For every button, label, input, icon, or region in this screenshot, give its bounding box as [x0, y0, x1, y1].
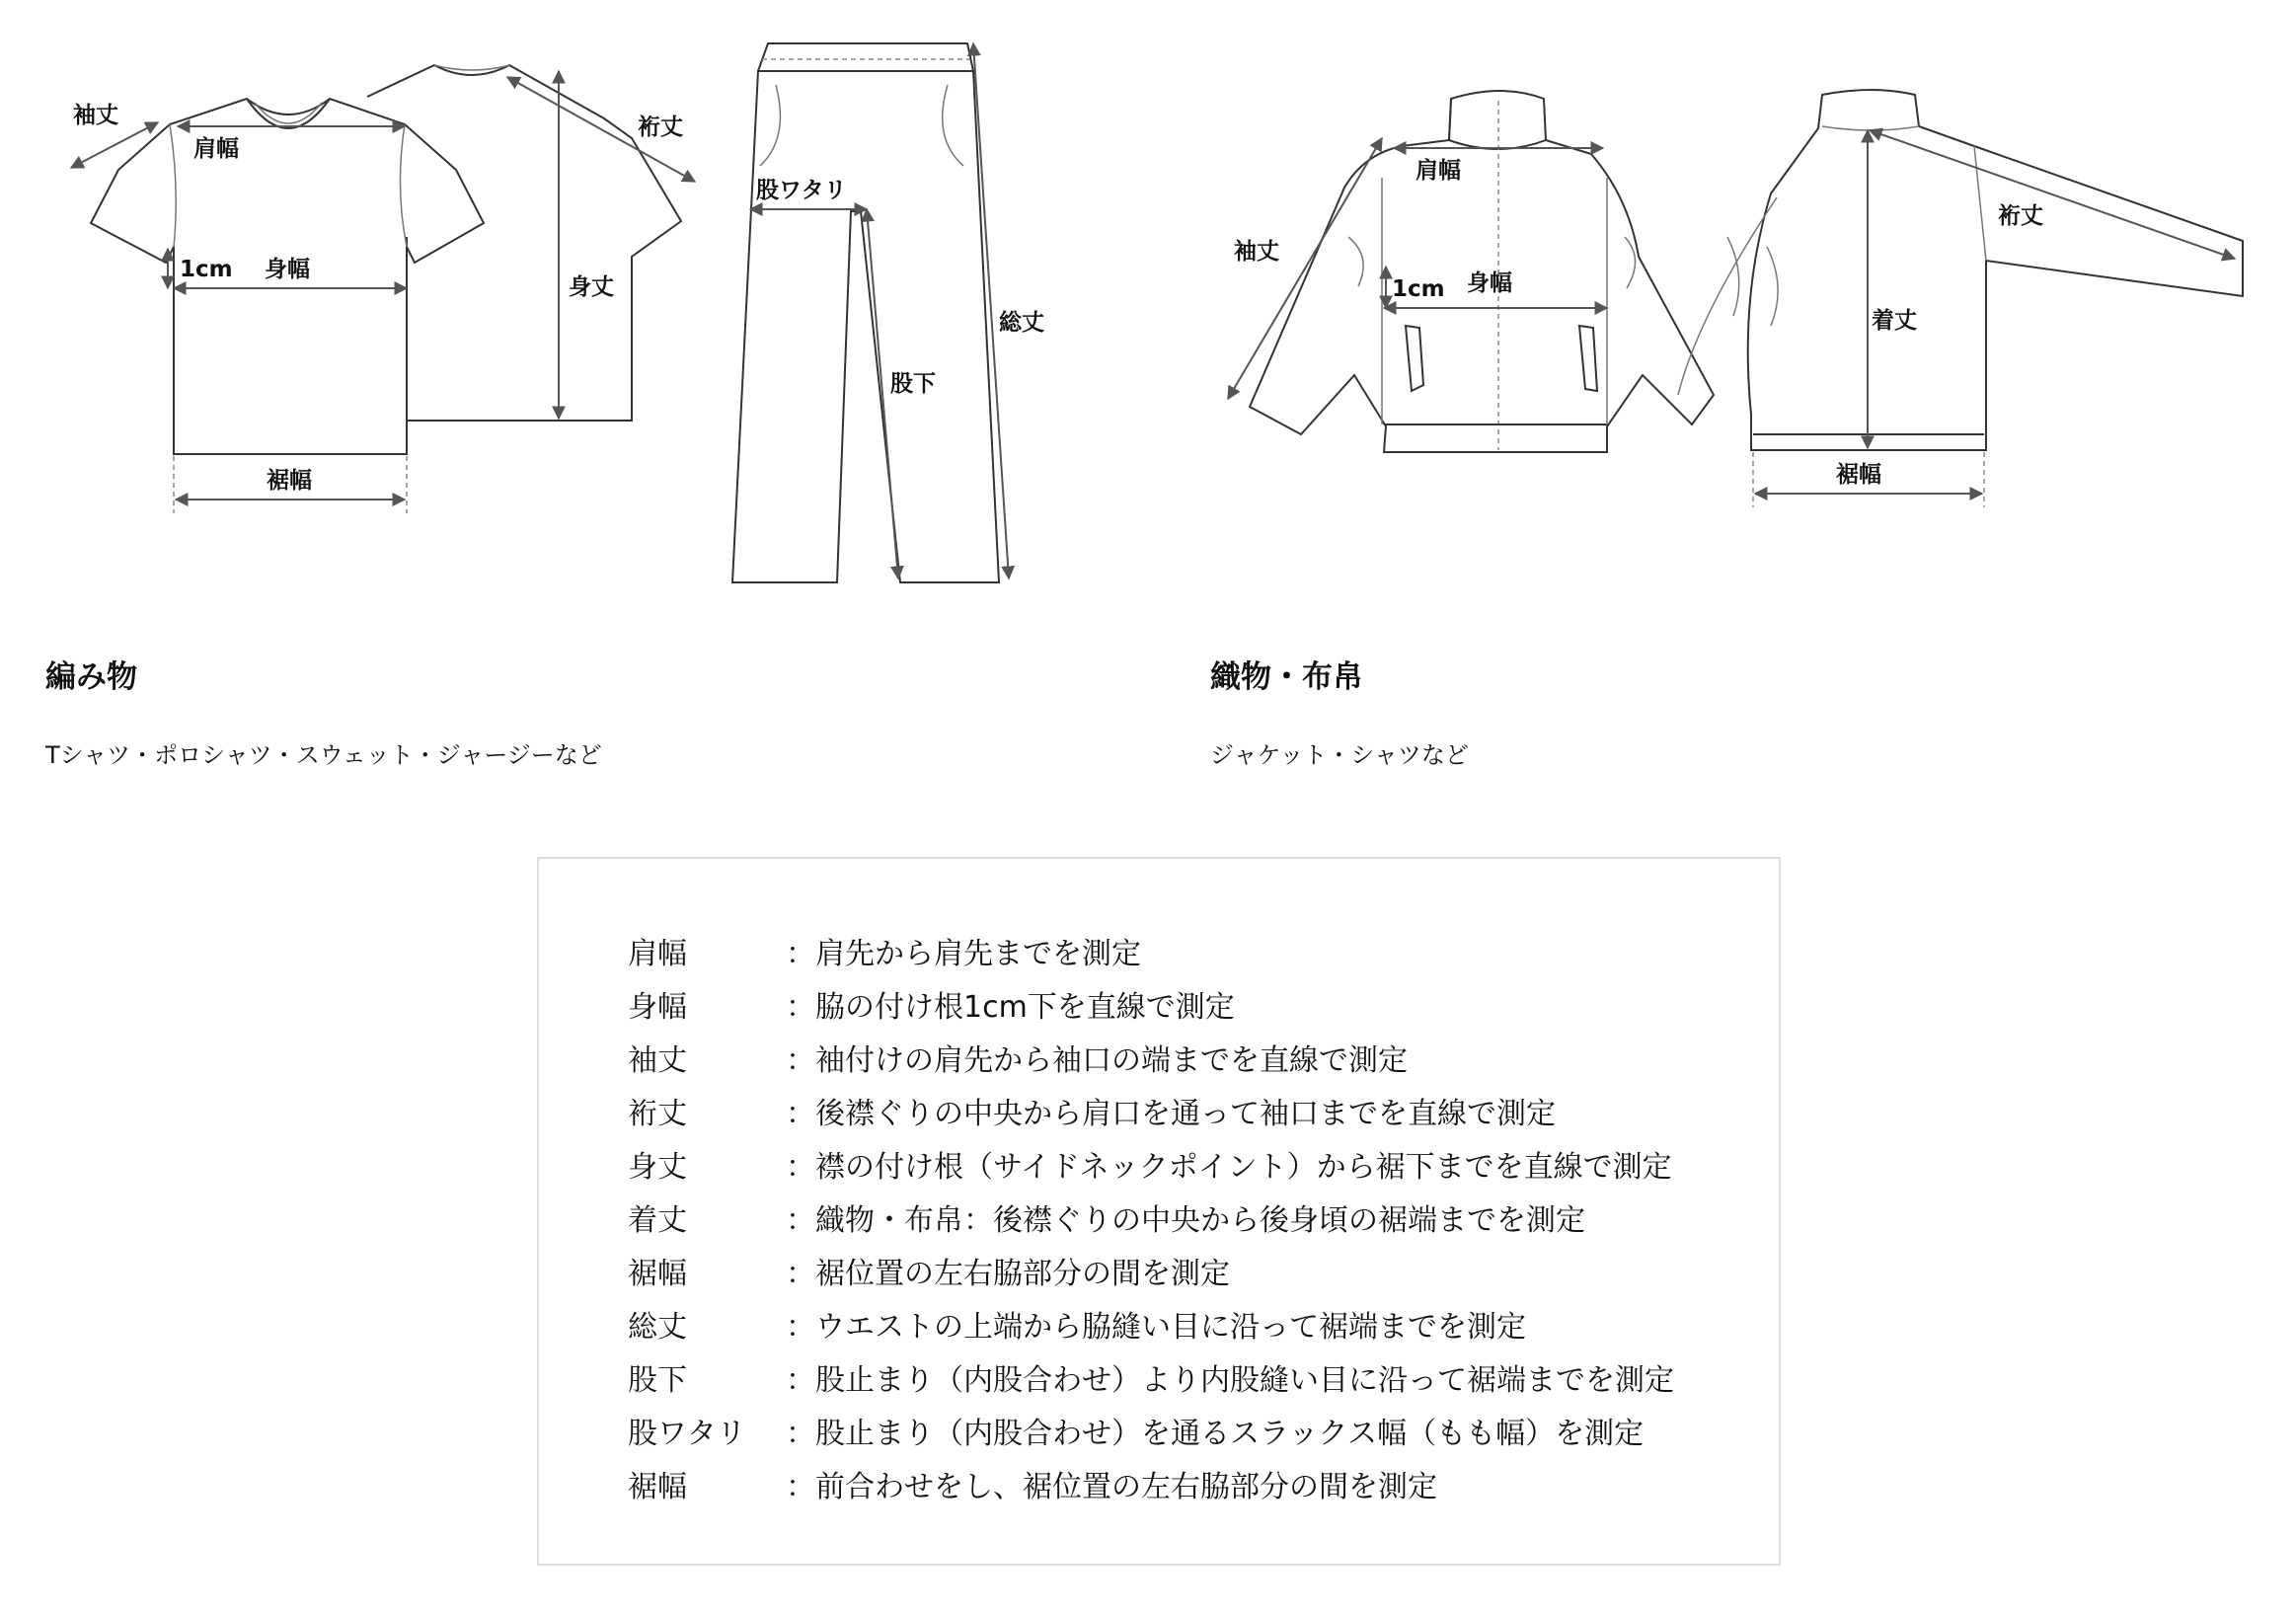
label-total-length: 総丈 — [999, 310, 1044, 336]
definition-term: 身丈 — [628, 1150, 687, 1185]
definition-row — [628, 1084, 1674, 1137]
label-body-length-tshirt: 身丈 — [569, 274, 614, 300]
definition-row — [628, 1191, 1674, 1244]
definitions-box — [537, 857, 1781, 1566]
definition-description: ：織物・布帛：後襟ぐりの中央から後身頃の裾端までを測定 — [786, 1203, 1585, 1238]
definition-row — [628, 1404, 1674, 1457]
label-one-cm-jacket: 1cm — [1392, 276, 1445, 302]
definition-row — [628, 924, 1674, 977]
definition-row — [628, 1244, 1674, 1297]
label-hem-width-jacket: 裾幅 — [1836, 462, 1881, 488]
definition-row — [628, 1297, 1674, 1350]
definition-row — [628, 1457, 1674, 1510]
label-hem-width-tshirt: 裾幅 — [267, 468, 312, 494]
measurement-diagram — [0, 0, 2296, 632]
definition-term: 裄丈 — [628, 1097, 687, 1131]
label-thigh-width: 股ワタリ — [756, 178, 847, 203]
label-one-cm-tshirt: 1cm — [180, 257, 233, 282]
definition-term: 身幅 — [628, 990, 687, 1025]
label-yuki-length-tshirt: 裄丈 — [638, 115, 683, 140]
definition-description: ：肩先から肩先までを測定 — [786, 937, 1141, 971]
definition-description: ：股止まり（内股合わせ）より内股縫い目に沿って裾端までを測定 — [786, 1363, 1674, 1398]
label-sleeve-length-jacket: 袖丈 — [1234, 239, 1279, 265]
label-inseam: 股下 — [890, 371, 936, 397]
label-sleeve-length-tshirt: 袖丈 — [73, 103, 118, 128]
definition-description: ：裾位置の左右脇部分の間を測定 — [786, 1257, 1230, 1291]
definition-row — [628, 1350, 1674, 1404]
definition-description: ：股止まり（内股合わせ）を通るスラックス幅（もも幅）を測定 — [786, 1417, 1645, 1451]
category-title: 織物・布帛 — [1210, 659, 1363, 695]
definition-term: 袖丈 — [628, 1043, 687, 1078]
definition-term: 裾幅 — [628, 1470, 687, 1504]
definition-description: ：脇の付け根1cm下を直線で測定 — [786, 990, 1235, 1025]
label-garment-length-jacket: 着丈 — [1872, 308, 1917, 334]
definition-description: ：袖付けの肩先から袖口の端までを直線で測定 — [786, 1043, 1408, 1078]
category-description: Tシャツ・ポロシャツ・スウェット・ジャージーなど — [45, 741, 602, 769]
definition-description: ：襟の付け根（サイドネックポイント）から裾下までを直線で測定 — [786, 1150, 1672, 1185]
definition-description: ：ウエストの上端から脇縫い目に沿って裾端までを測定 — [786, 1310, 1526, 1345]
category-title: 編み物 — [45, 659, 137, 695]
definition-term: 肩幅 — [628, 937, 687, 971]
label-shoulder-width-jacket: 肩幅 — [1416, 158, 1461, 184]
label-yuki-length-jacket: 裄丈 — [1998, 203, 2043, 229]
definition-row — [628, 1031, 1674, 1084]
definition-term: 裾幅 — [628, 1257, 687, 1291]
pants-illustration — [732, 43, 999, 582]
definition-term: 股ワタリ — [628, 1417, 746, 1451]
definition-term: 総丈 — [628, 1310, 687, 1345]
definition-description: ：前合わせをし、裾位置の左右脇部分の間を測定 — [786, 1470, 1437, 1504]
category-woven — [1210, 652, 1469, 770]
definition-row — [628, 977, 1674, 1031]
definition-row — [628, 1137, 1674, 1191]
definition-term: 股下 — [628, 1363, 687, 1398]
definition-term: 着丈 — [628, 1203, 687, 1238]
label-body-width-jacket: 身幅 — [1467, 270, 1512, 296]
tshirt-back-illustration — [367, 65, 681, 421]
jacket-back-illustration — [1678, 90, 2243, 450]
label-shoulder-width-tshirt: 肩幅 — [193, 136, 239, 162]
definitions-list — [628, 924, 1674, 1510]
category-description: ジャケット・シャツなど — [1210, 741, 1469, 769]
definition-description: ：後襟ぐりの中央から肩口を通って袖口までを直線で測定 — [786, 1097, 1556, 1131]
category-knit — [45, 652, 602, 770]
label-body-width-tshirt: 身幅 — [265, 257, 310, 282]
